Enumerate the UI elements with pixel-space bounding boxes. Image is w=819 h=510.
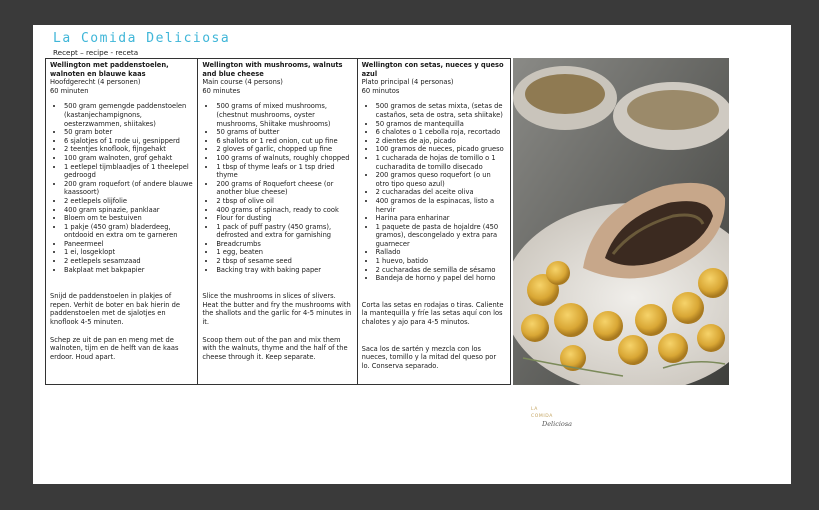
ingredient-item: • 2 eetlepels olijfolie — [64, 197, 193, 206]
ingredient-item: • 2 eetlepels sesamzaad — [64, 257, 193, 266]
recipe-step: Slice the mushrooms in slices of slivers. Heat the butter and fry the mushrooms with the shallots and the garlic for 4-5 minutes in it. — [202, 292, 352, 327]
ingredient-item: • 1 eetlepel tijmblaadjes of 1 theelepel gedroogd — [64, 163, 193, 180]
ingredient-item: • 2 gloves of garlic, chopped up fine — [216, 145, 352, 154]
ingredient-item: • Harina para enharinar — [376, 214, 506, 223]
ingredient-item: • 1 pakje (450 gram) bladerdeeg, ontdooid en extra om te garneren — [64, 223, 193, 240]
food-photo — [513, 58, 729, 385]
ingredient-item: • 400 grams of spinach, ready to cook — [216, 206, 352, 215]
ingredient-list — [50, 102, 193, 274]
ingredient-item: • 400 gram spinazie, panklaar — [64, 206, 193, 215]
recipe-step: Scoop them out of the pan and mix them with the walnuts, thyme and the half of the cheese through it. Keep separate. — [202, 335, 348, 361]
recipe-course: Hoofdgerecht (4 personen) — [50, 78, 141, 87]
ingredient-item: • 2 tbsp of sesame seed — [216, 257, 352, 266]
ingredient-item: • 1 egg, beaten — [216, 248, 352, 257]
recipe-course: Plato principal (4 personas) — [361, 78, 454, 87]
ingredient-item: • 100 grams of walnuts, roughly chopped — [216, 154, 352, 163]
page-title: La Comida Deliciosa — [53, 31, 231, 46]
ingredient-item: • 1 huevo, batido — [376, 257, 506, 266]
ingredient-item: • 200 grams of Roquefort cheese (or another blue cheese) — [216, 180, 352, 197]
ingredient-item: • 200 gram roquefort (of andere blauwe kaassoort) — [64, 180, 193, 197]
recipe-title: Wellington with mushrooms, walnuts and blue cheese — [202, 61, 343, 78]
ingredient-item: • Bakplaat met bakpapier — [64, 266, 193, 275]
ingredient-list — [362, 102, 506, 282]
ingredient-item: • 100 gram walnoten, grof gehakt — [64, 154, 193, 163]
recipe-step: Corta las setas en rodajas o tiras. Caliente la mantequilla y fríe las setas aquí con los chalotes y ajo para 4-5 minutos. — [361, 300, 504, 327]
recipe-column-english — [197, 59, 356, 384]
ingredient-item: • Rallado — [376, 248, 506, 257]
ingredient-item: • 1 cucharada de hojas de tomillo o 1 cucharadita de tomillo disecado — [376, 154, 506, 171]
ingredient-item: • 1 paquete de pasta de hojaldre (450 gramos), descongelado y extra para guarnecer — [376, 223, 506, 249]
recipe-time: 60 minutes — [202, 86, 241, 95]
ingredient-item: • Bandeja de horno y papel del horno — [376, 274, 506, 283]
recipe-time: 60 minutos — [361, 86, 400, 95]
ingredient-item: • 1 pack of puff pastry (450 grams), defrosted and extra for garnishing — [216, 223, 352, 240]
recipe-title: Wellington met paddenstoelen, walnoten en blauwe kaas — [50, 61, 169, 78]
recipe-step: Schep ze uit de pan en meng met de walnoten, tijm en de helft van de kaas erdoor. Houd apart. — [50, 335, 179, 361]
recipe-course: Main course (4 persons) — [202, 78, 283, 87]
ingredient-item: • 50 gramos de mantequilla — [376, 120, 506, 129]
recipe-time: 60 minuten — [50, 86, 89, 95]
recipe-title: Wellington con setas, nueces y queso azul — [361, 61, 504, 78]
ingredient-item: • 2 dientes de ajo, picado — [376, 137, 506, 146]
ingredient-item: • 6 sjalotjes of 1 rode ui, gesnipperd — [64, 137, 193, 146]
ingredient-item: • 50 grams of butter — [216, 128, 352, 137]
ingredient-item: • 500 grams of mixed mushrooms, (chestnut mushrooms, oyster mushrooms, Shiitake mushrooms) — [216, 102, 352, 128]
brand-logo — [531, 405, 577, 433]
ingredient-item: • 2 cucharadas del aceite oliva — [376, 188, 506, 197]
ingredient-item: • 400 gramos de la espinacas, listo a hervir — [376, 197, 506, 214]
ingredient-item: • Breadcrumbs — [216, 240, 352, 249]
ingredient-item: • 1 tbsp of thyme leafs or 1 tsp dried thyme — [216, 163, 352, 180]
ingredient-item: • 200 gramos queso roquefort (o un otro tipo queso azul) — [376, 171, 506, 188]
ingredient-item: • 500 gramos de setas mixta, (setas de castaños, seta de ostra, seta shiitake) — [376, 102, 506, 119]
ingredient-item: • 2 cucharadas de semilla de sésamo — [376, 266, 506, 275]
recipe-table — [45, 58, 511, 385]
logo-line: LA — [531, 407, 538, 412]
recipe-column-dutch — [46, 59, 197, 384]
ingredient-item: • Backing tray with baking paper — [216, 266, 352, 275]
ingredient-item: • 2 teentjes knoflook, fijngehakt — [64, 145, 193, 154]
ingredient-item: • 6 shallots or 1 red onion, cut up fine — [216, 137, 352, 146]
ingredient-item: • Paneermeel — [64, 240, 193, 249]
ingredient-item: • 2 tbsp of olive oil — [216, 197, 352, 206]
recipe-step: Snijd de paddenstoelen in plakjes of repen. Verhit de boter en bak hierin de paddenstoelen met de sjalotjes en knoflook 4-5 minuten. — [50, 292, 181, 327]
logo-script: Deliciosa — [542, 420, 573, 428]
recipe-step: Saca los de sartén y mezcla con los nueces, tomillo y la mitad del queso por lo. Conserva separado. — [361, 344, 497, 370]
logo-line: COMIDA — [531, 414, 553, 419]
ingredient-item: • Bloem om te bestuiven — [64, 214, 193, 223]
ingredient-item: • 6 chalotes o 1 cebolla roja, recortado — [376, 128, 506, 137]
ingredient-item: • 100 gramos de nueces, picado grueso — [376, 145, 506, 154]
ingredient-item: • 50 gram boter — [64, 128, 193, 137]
ingredient-list — [202, 102, 352, 274]
ingredient-item: • 500 gram gemengde paddenstoelen (kastanjechampignons, oesterzwammen, shiitakes) — [64, 102, 193, 128]
ingredient-item: • Flour for dusting — [216, 214, 352, 223]
recipe-column-spanish — [357, 59, 510, 384]
page-subtitle: Recept – recipe - receta — [53, 48, 139, 57]
ingredient-item: • 1 ei, losgeklopt — [64, 248, 193, 257]
